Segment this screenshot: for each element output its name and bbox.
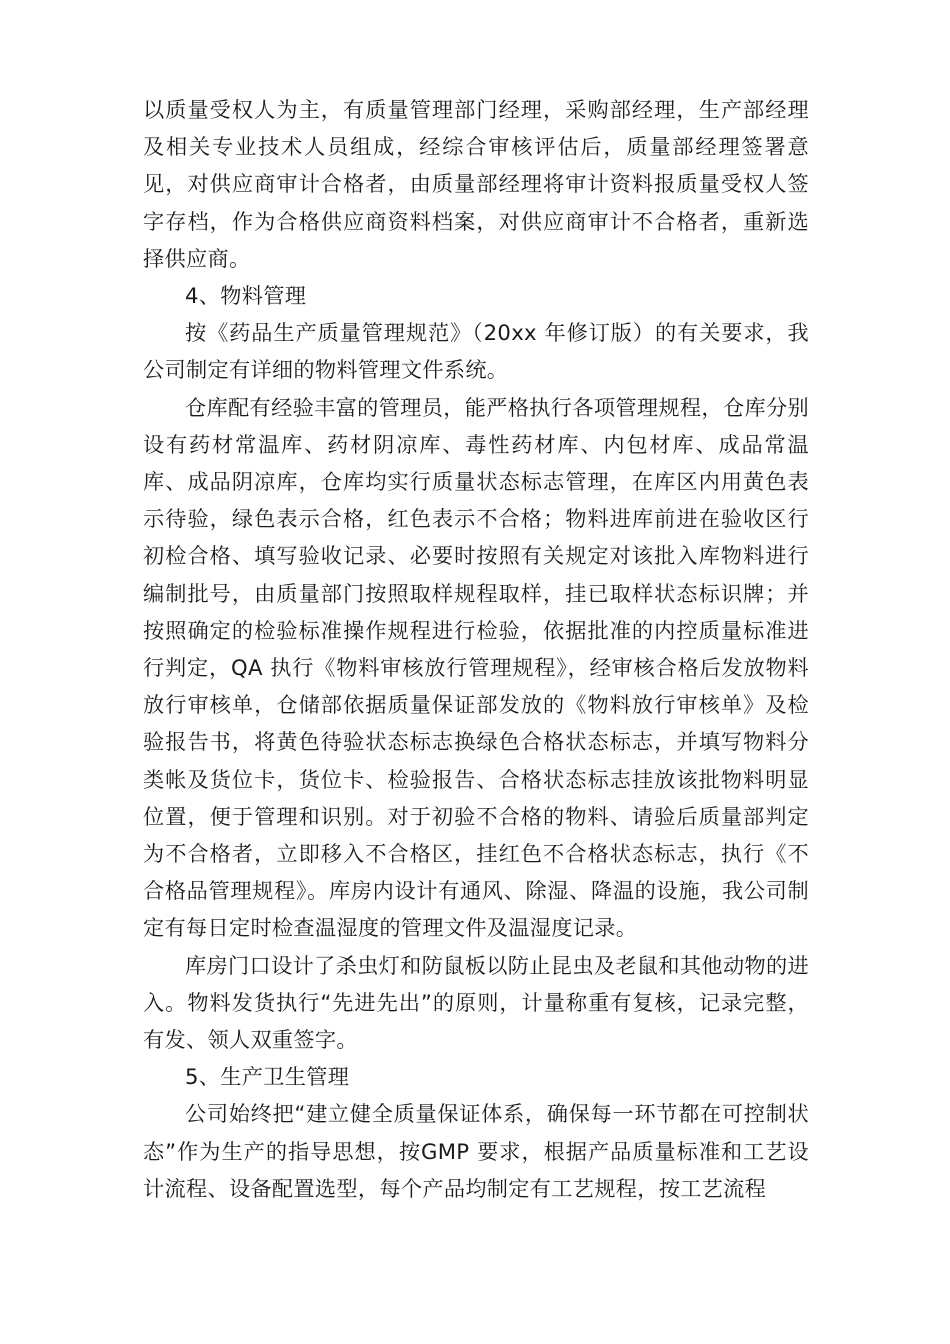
section-heading-material-management: 4、物料管理 [185, 283, 307, 309]
paragraph-pest-control: 库房门口设计了杀虫灯和防鼠板以防止昆虫及老鼠和其他动物的进入。物料发货执行“先进先出”的原则，计量称重有复核，记录完整，有发、领人双重签字。 [143, 952, 809, 1053]
paragraph-quality-assurance: 公司始终把“建立健全质量保证体系，确保每一环节都在可控制状态”作为生产的指导思想，按GMP 要求，根据产品质量标准和工艺设计流程、设备配置选型，每个产品均制定有工艺规程，按工艺流程 [143, 1101, 809, 1201]
paragraph-supplier-audit-continued: 以质量受权人为主，有质量管理部门经理，采购部经理，生产部经理及相关专业技术人员组成，经综合审核评估后，质量部经理签署意见，对供应商审计合格者，由质量部经理将审计资料报质量受权人签字存档，作为合格供应商资料档案，对供应商审计不合格者，重新选择供应商。 [143, 97, 809, 271]
document-body [143, 91, 809, 1207]
paragraph-warehouse-management: 仓库配有经验丰富的管理员，能严格执行各项管理规程，仓库分别设有药材常温库、药材阴凉库、毒性药材库、内包材库、成品常温库、成品阴凉库，仓库均实行质量状态标志管理，在库区内用黄色表示待验，绿色表示合格，红色表示不合格；物料进库前进在验收区行初检合格、填写验收记录、必要时按照有关规定对该批入库物料进行编制批号，由质量部门按照取样规程取样，挂已取样状态标识牌；并按照确定的检验标准操作规程进行检验，依据批准的内控质量标准进行判定，QA 执行《物料审核放行管理规程》，经审核合格后发放物料放行审核单，仓储部依据质量保证部发放的《物料放行审核单》及检验报告书，将黄色待验状态标志换绿色合格状态标志，并填写物料分类帐及货位卡，货位卡、检验报告、合格状态标志挂放该批物料明显位置，便于管理和识别。对于初验不合格的物料、请验后质量部判定为不合格者，立即移入不合格区，挂红色不合格状态标志，执行《不合格品管理规程》。库房内设计有通风、除湿、降温的设施，我公司制定有每日定时检查温湿度的管理文件及温湿度记录。 [143, 394, 809, 941]
paragraph-gmp-requirements: 按《药品生产质量管理规范》（20xx 年修订版）的有关要求，我公司制定有详细的物料管理文件系统。 [143, 320, 809, 383]
section-heading-production-hygiene: 5、生产卫生管理 [185, 1064, 350, 1090]
